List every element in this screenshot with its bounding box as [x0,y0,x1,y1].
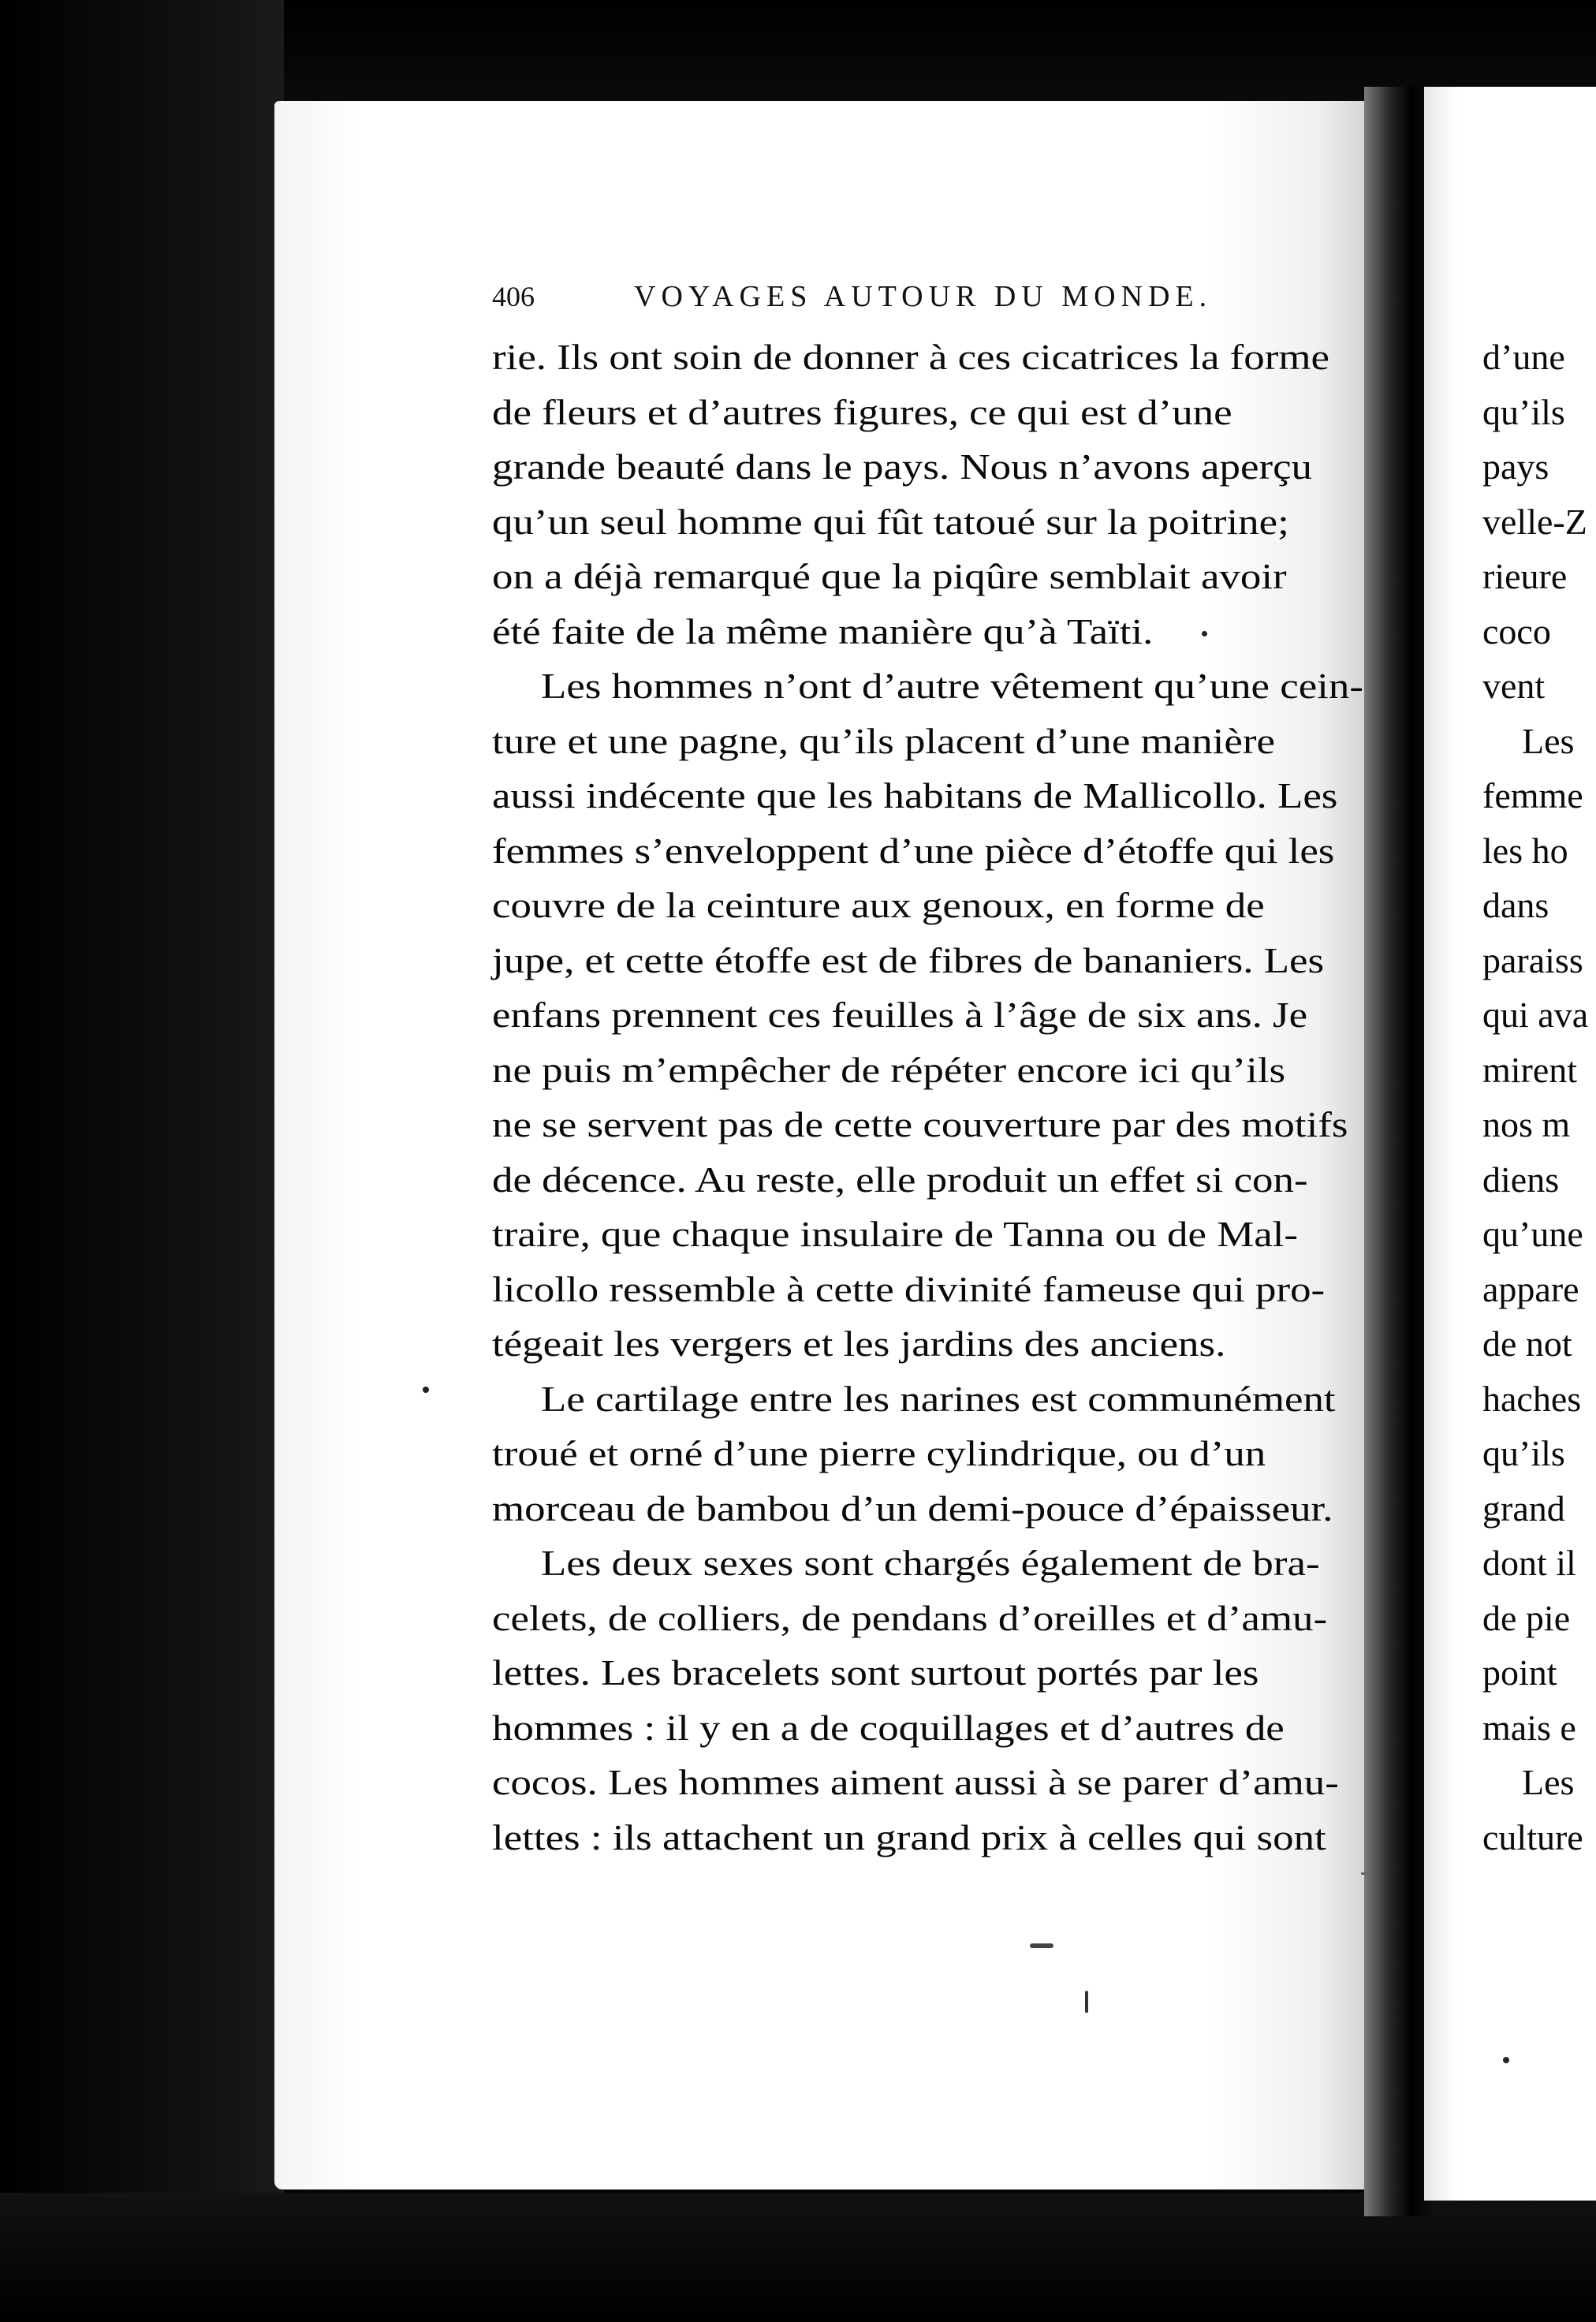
facing-text-line: qui ava [1482,995,1589,1035]
scan-speck [1503,2057,1509,2063]
text-line: couvre de la ceinture aux genoux, en forme de [492,885,1265,925]
scan-speck [423,1387,429,1393]
text-line: tégeait les vergers et les jardins des anciens. [492,1323,1226,1364]
scan-border-bottom [0,2193,1596,2322]
text-line: on a déjà remarqué que la piqûre semblait avoir [492,556,1287,596]
facing-text-line: Les [1522,720,1575,761]
page-number: 406 [492,281,535,312]
text-line: de fleurs et d’autres figures, ce qui est d’une [492,391,1232,432]
text-line: hommes : il y en a de coquillages et d’autres de [492,1707,1285,1748]
text-line: lettes. Les bracelets sont surtout portés par les [492,1652,1259,1693]
facing-text-line: de not [1482,1323,1572,1364]
facing-text-line: vent [1482,666,1546,706]
facing-text-line: coco [1482,610,1551,651]
text-line: de décence. Au reste, elle produit un effet si con- [492,1159,1308,1200]
facing-page-text [1482,330,1593,1865]
facing-text-line: d’une [1482,337,1565,377]
text-line: licollo ressemble à cette divinité fameuse qui pro- [492,1268,1326,1309]
text-line: grande beauté dans le pays. Nous n’avons aperçu [492,446,1313,487]
text-line: ne se servent pas de cette couverture par des motifs [492,1104,1348,1144]
text-line: Le cartilage entre les narines est communément [541,1378,1336,1419]
text-line: morceau de bambou d’un demi-pouce d’épaisseur. [492,1488,1333,1529]
text-line: femmes s’enveloppent d’une pièce d’étoffe qui les [492,830,1335,871]
facing-text-line: mais e [1482,1707,1576,1748]
scan-speck [1030,1943,1053,1948]
text-line: été faite de la même manière qu’à Taïti. [492,610,1154,651]
facing-text-line: haches [1482,1378,1582,1419]
facing-text-line: nos m [1482,1104,1571,1144]
facing-text-line: les ho [1482,830,1568,871]
text-line: qu’un seul homme qui fût tatoué sur la poitrine; [492,501,1289,542]
facing-text-line: Les [1522,1762,1575,1802]
scan-speck [1202,631,1207,636]
text-line: jupe, et cette étoffe est de fibres de bananiers. Les [492,939,1325,980]
text-line: lettes : ils attachent un grand prix à celles qui sont [492,1816,1326,1857]
facing-text-line: paraiss [1482,939,1583,980]
text-line: traire, que chaque insulaire de Tanna ou de Mal- [492,1214,1299,1254]
facing-text-line: femme [1482,775,1583,816]
text-line: aussi indécente que les habitans de Mallicollo. Les [492,775,1338,816]
running-head [492,274,1328,322]
text-line: rie. Ils ont soin de donner à ces cicatrices la forme [492,337,1329,377]
facing-text-line: diens [1482,1159,1560,1200]
facing-text-line: qu’ils [1482,1433,1565,1473]
facing-text-line: qu’ils [1482,391,1565,432]
text-line: celets, de colliers, de pendans d’oreilles et d’amu- [492,1597,1328,1638]
facing-text-line: velle-Z [1482,501,1587,542]
facing-text-line: dans [1482,885,1549,925]
facing-text-line: rieure [1482,556,1568,596]
text-line: ture et une pagne, qu’ils placent d’une manière [492,720,1275,761]
scan-border-left [0,0,284,2322]
scan-speck [1361,1872,1367,1875]
text-line: Les deux sexes sont chargés également de bra- [541,1543,1320,1583]
facing-text-line: mirent [1482,1049,1578,1090]
facing-text-line: grand [1482,1488,1565,1529]
text-line: ne puis m’empêcher de répéter encore ici qu’ils [492,1049,1286,1090]
text-line: Les hommes n’ont d’autre vêtement qu’une cein- [541,666,1363,706]
facing-text-line: point [1482,1652,1557,1693]
body-text [492,330,1375,1865]
facing-text-line: de pie [1482,1597,1571,1638]
facing-text-line: qu’une [1482,1214,1583,1254]
facing-text-line: appare [1482,1268,1579,1309]
scan-speck [1085,1991,1088,2013]
facing-text-line: pays [1482,446,1549,487]
text-line: cocos. Les hommes aiment aussi à se parer d’amu- [492,1762,1339,1802]
running-title: VOYAGES AUTOUR DU MONDE. [634,280,1213,313]
text-line: troué et orné d’une pierre cylindrique, ou d’un [492,1433,1266,1473]
facing-text-line: dont il [1482,1543,1576,1583]
text-line: enfans prennent ces feuilles à l’âge de six ans. Je [492,995,1308,1035]
facing-text-line: culture [1482,1816,1583,1857]
